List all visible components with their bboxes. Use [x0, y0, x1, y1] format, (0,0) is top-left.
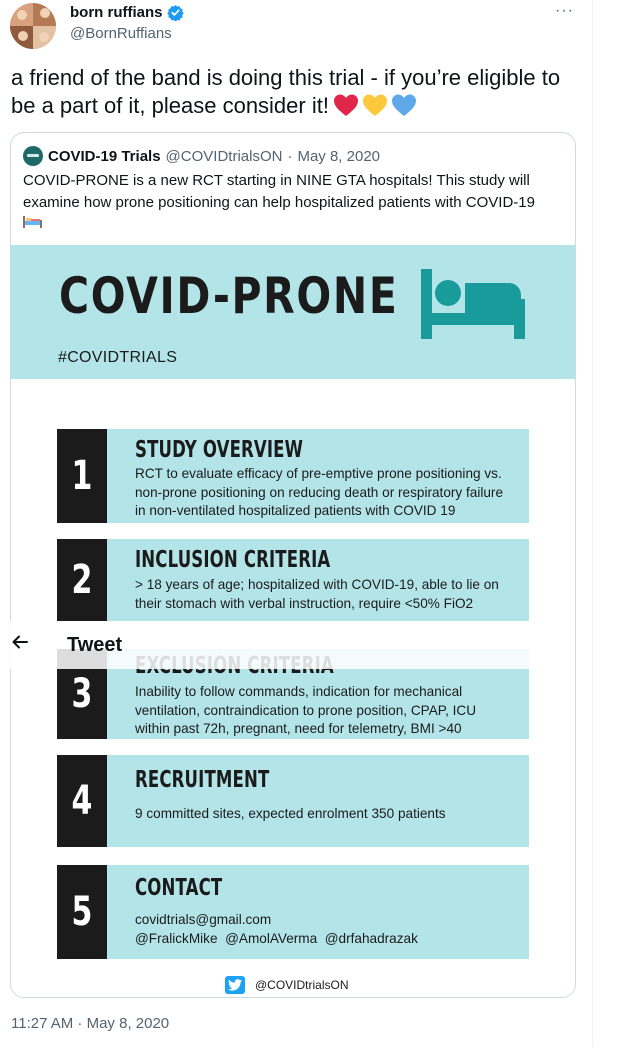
step-title: STUDY OVERVIEW	[135, 437, 304, 463]
quoted-date: May 8, 2020	[297, 147, 381, 165]
more-icon[interactable]: ···	[555, 2, 574, 19]
author-name[interactable]: born ruffians	[70, 4, 184, 21]
quoted-author-handle: @COVIDtrialsON	[165, 147, 283, 165]
step-number: 1	[57, 429, 107, 523]
infographic-footer-handle: @COVIDtrialsON	[255, 978, 349, 992]
quoted-tweet-text: COVID-PRONE is a new RCT starting in NINE GTA hospitals! This study will examine how prone positioning can help hospitalized patients with COVID-19	[23, 170, 568, 228]
step-title: INCLUSION CRITERIA	[135, 547, 331, 573]
step-study-overview	[57, 429, 529, 523]
yellow-heart-icon	[362, 93, 388, 117]
step-body: 9 committed sites, expected enrolment 350 patients	[135, 806, 446, 821]
step-body: covidtrials@gmail.com @FralickMike @AmolAVerma @drfahadrazak	[135, 912, 418, 946]
sticky-tweet-header	[0, 621, 575, 669]
bed-emoji-icon	[23, 216, 42, 228]
tweet-timestamp[interactable]: 11:27 AM · May 8, 2020	[11, 1015, 170, 1032]
infographic-banner	[11, 245, 576, 379]
step-number: 3	[57, 649, 107, 739]
step-number: 4	[57, 755, 107, 847]
infographic-hashtag: #COVIDTRIALS	[58, 349, 178, 366]
step-body: RCT to evaluate efficacy of pre-emptive prone positioning vs. non-prone positioning on reducing death or respiratory failure in non-ventilated hospitalized patients with COVID 19	[135, 466, 504, 518]
step-number: 2	[57, 539, 107, 621]
infographic-footer	[225, 976, 349, 994]
step-contact	[57, 865, 529, 959]
tweet-text: a friend of the band is doing this trial - if you’re eligible to be a part of it, please consider it!	[11, 65, 561, 118]
quoted-author-avatar	[23, 146, 43, 166]
step-inclusion-criteria	[57, 539, 529, 621]
twitter-bird-icon	[225, 976, 245, 994]
verified-badge-icon	[167, 4, 184, 21]
step-number: 5	[57, 865, 107, 959]
step-title: CONTACT	[135, 875, 223, 901]
step-body: > 18 years of age; hospitalized with COVID-19, able to lie on their stomach with verbal instruction, require <50% FiO2	[135, 577, 499, 611]
author-handle[interactable]: @BornRuffians	[70, 25, 172, 42]
quoted-tweet-header	[23, 146, 380, 166]
quoted-tweet[interactable]	[10, 132, 576, 998]
quoted-separator: ·	[287, 147, 293, 165]
blue-heart-icon	[391, 93, 417, 117]
step-body: Inability to follow commands, indication for mechanical ventilation, contraindication to prone position, CPAP, ICU within past 72h, pregnant, need for telemetry, BMI >40	[135, 684, 477, 736]
step-recruitment	[57, 755, 529, 847]
step-title: RECRUITMENT	[135, 767, 270, 793]
sticky-header-title: Tweet	[67, 634, 123, 656]
back-arrow-icon[interactable]	[10, 632, 30, 652]
author-avatar[interactable]	[10, 3, 56, 49]
bed-icon	[421, 269, 525, 341]
red-heart-icon	[333, 93, 359, 117]
infographic-title: COVID-PRONE	[59, 267, 399, 325]
quoted-author-name: COVID-19 Trials	[48, 147, 161, 165]
